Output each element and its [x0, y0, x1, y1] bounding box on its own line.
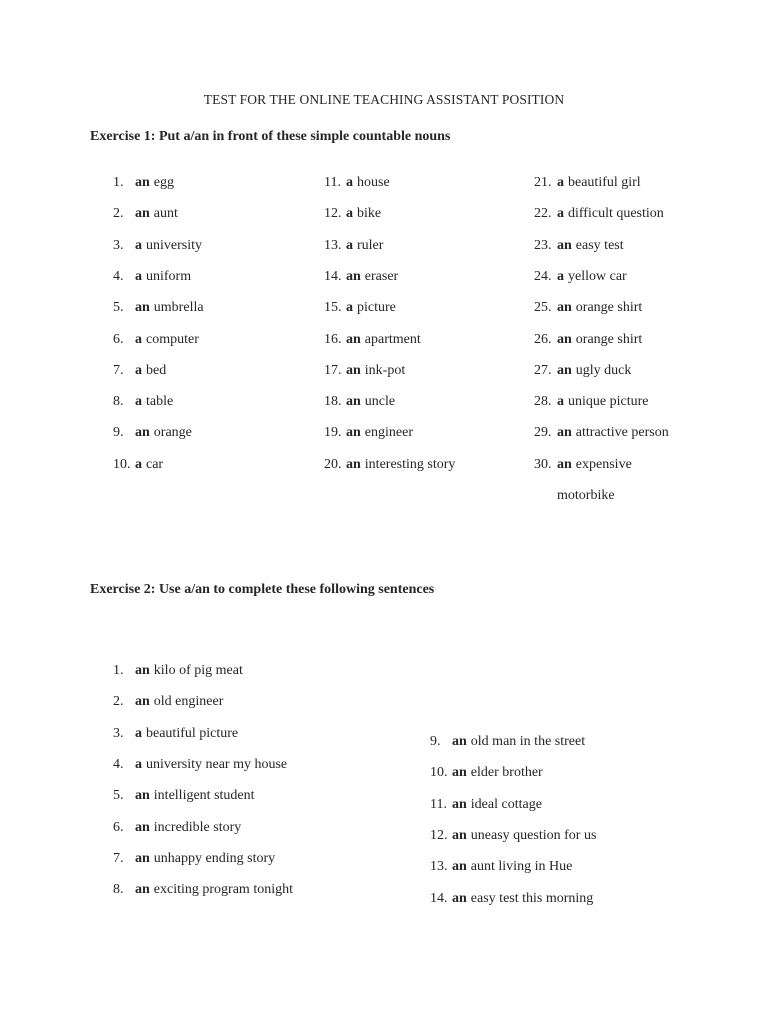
item-number: 18. [324, 394, 342, 410]
item-number: 23. [534, 237, 552, 253]
list-item [113, 238, 202, 254]
item-answer: an [452, 734, 467, 749]
item-noun: engineer [364, 425, 413, 441]
list-item [324, 269, 398, 285]
list-item [324, 175, 390, 191]
item-number: 1. [113, 663, 124, 678]
item-number: 8. [113, 882, 124, 898]
item-answer: an [346, 331, 361, 347]
item-number: 21. [534, 175, 552, 190]
item-number: 12. [324, 206, 342, 222]
item-noun: apartment [364, 331, 421, 347]
item-answer: an [346, 425, 361, 441]
item-answer: an [135, 882, 150, 898]
item-number: 16. [324, 331, 342, 347]
item-number: 27. [534, 362, 552, 378]
list-item [113, 663, 243, 679]
item-answer: a [346, 300, 353, 316]
item-answer: an [452, 827, 467, 843]
item-answer: an [452, 890, 467, 906]
item-noun: uniform [146, 268, 192, 284]
item-number: 4. [113, 268, 124, 284]
item-answer: an [135, 788, 150, 804]
item-number: 10. [113, 456, 131, 472]
list-item [324, 457, 455, 473]
list-item [534, 206, 664, 222]
item-noun: bed [146, 362, 167, 378]
item-answer: a [557, 206, 564, 222]
item-answer: a [346, 206, 353, 222]
list-item [113, 820, 241, 836]
list-item [324, 238, 383, 254]
item-noun: bike [357, 206, 382, 222]
item-number: 26. [534, 331, 552, 347]
item-noun: easy test this morning [470, 890, 594, 906]
item-noun: uncle [364, 394, 396, 410]
item-answer: an [557, 425, 572, 441]
item-noun: beautiful picture [146, 725, 239, 741]
list-item [430, 765, 543, 781]
list-item [113, 457, 163, 473]
item-answer: an [135, 425, 150, 441]
list-item [113, 269, 191, 285]
item-noun: aunt living in Hue [470, 859, 573, 875]
item-noun: uneasy question for us [470, 827, 597, 843]
item-number: 25. [534, 300, 552, 316]
item-number: 1. [113, 175, 124, 190]
list-item [534, 457, 632, 473]
item-answer: an [135, 663, 150, 678]
list-item [430, 734, 585, 750]
list-item [113, 175, 174, 191]
item-noun: table [146, 394, 174, 410]
list-item [534, 425, 669, 441]
item-number: 22. [534, 206, 552, 222]
item-answer: a [557, 175, 564, 190]
item-number: 15. [324, 300, 342, 316]
item-answer: an [452, 859, 467, 875]
list-item [113, 694, 223, 710]
exercise-1-heading: Exercise 1: Put a/an in front of these simple countable nouns [90, 129, 451, 144]
item-noun: expensive [575, 456, 632, 472]
item-answer: an [557, 362, 572, 378]
item-noun: unique picture [568, 394, 649, 410]
list-item [430, 891, 593, 907]
item-answer: a [346, 175, 353, 190]
item-number: 3. [113, 725, 124, 741]
list-item [430, 828, 596, 844]
list-item [324, 425, 413, 441]
item-noun: intelligent student [153, 788, 255, 804]
item-number: 4. [113, 756, 124, 772]
list-item [534, 363, 631, 379]
item-number: 2. [113, 206, 124, 222]
item-number: 11. [324, 175, 341, 190]
item-answer: a [135, 362, 142, 378]
list-item [324, 332, 421, 348]
item-noun: difficult question [568, 206, 664, 222]
item-noun: beautiful girl [568, 175, 641, 190]
item-noun: easy test [575, 237, 624, 253]
list-item [534, 269, 627, 285]
item-noun: orange shirt [575, 300, 643, 316]
item-noun: car [146, 456, 164, 472]
item-number: 28. [534, 394, 552, 410]
list-item [113, 425, 192, 441]
item-number: 8. [113, 394, 124, 410]
item-number: 6. [113, 819, 124, 835]
item-noun: computer [146, 331, 199, 347]
item-noun: old engineer [153, 694, 224, 710]
item-answer: a [135, 756, 142, 772]
item-noun: old man in the street [470, 734, 586, 749]
list-item [113, 851, 275, 867]
item-number: 14. [324, 268, 342, 284]
item-answer: a [557, 268, 564, 284]
item-answer: a [135, 725, 142, 741]
list-item [534, 300, 642, 316]
item-noun: unhappy ending story [153, 850, 276, 866]
item-number: 5. [113, 788, 124, 804]
list-item [113, 300, 204, 316]
item-noun: university near my house [146, 756, 288, 772]
item-noun: interesting story [364, 456, 456, 472]
item-noun: attractive person [575, 425, 669, 441]
item-noun: house [357, 175, 390, 190]
list-item [324, 206, 381, 222]
item-answer: an [346, 362, 361, 378]
item-noun: yellow car [568, 268, 627, 284]
exercise-2-heading: Exercise 2: Use a/an to complete these following sentences [90, 582, 435, 597]
item-answer: an [135, 300, 150, 316]
item-noun: orange shirt [575, 331, 643, 347]
item-answer: an [135, 175, 150, 190]
item-noun: kilo of pig meat [153, 663, 243, 678]
item-answer: an [135, 206, 150, 222]
list-item [324, 394, 395, 410]
item-number: 10. [430, 765, 448, 781]
item-number: 13. [324, 237, 342, 253]
list-item [534, 175, 641, 191]
item-noun: elder brother [470, 765, 543, 781]
item-noun: exciting program tonight [153, 882, 293, 898]
item-answer: an [346, 456, 361, 472]
list-item [430, 859, 572, 875]
item-noun: picture [357, 300, 396, 316]
item-number: 9. [430, 734, 441, 749]
item-number: 12. [430, 827, 448, 843]
item-noun: ideal cottage [470, 796, 542, 812]
item-answer: a [557, 394, 564, 410]
list-item [113, 882, 293, 898]
list-item [113, 394, 173, 410]
item-number: 29. [534, 425, 552, 441]
list-item [534, 394, 648, 410]
item-answer: an [557, 300, 572, 316]
item-answer: an [346, 268, 361, 284]
item-number: 30. [534, 456, 552, 472]
item-answer: an [452, 765, 467, 781]
item-number: 20. [324, 456, 342, 472]
list-item [113, 332, 199, 348]
list-item [324, 363, 405, 379]
list-item [534, 238, 624, 254]
item-answer: an [557, 331, 572, 347]
list-item [113, 206, 178, 222]
item-noun: ink-pot [364, 362, 406, 378]
item-number: 5. [113, 300, 124, 316]
item-noun: ruler [357, 237, 384, 253]
item-answer: an [135, 819, 150, 835]
list-item [113, 757, 287, 773]
item-answer: a [135, 456, 142, 472]
item-answer: a [346, 237, 353, 253]
item-noun: ugly duck [575, 362, 632, 378]
list-item [534, 332, 642, 348]
item-noun: orange [153, 425, 192, 441]
item-answer: an [557, 237, 572, 253]
list-item [113, 726, 238, 742]
item-number: 14. [430, 890, 448, 906]
item-noun: umbrella [153, 300, 204, 316]
item-number: 17. [324, 362, 342, 378]
exercise-1-item-30-continuation: motorbike [557, 488, 615, 503]
list-item [113, 788, 255, 804]
item-number: 24. [534, 268, 552, 284]
item-number: 6. [113, 331, 124, 347]
item-answer: a [135, 268, 142, 284]
item-number: 2. [113, 694, 124, 710]
item-number: 7. [113, 362, 124, 378]
item-noun: egg [153, 175, 175, 190]
item-number: 13. [430, 859, 448, 875]
document-title: TEST FOR THE ONLINE TEACHING ASSISTANT POSITION [203, 92, 565, 107]
item-number: 9. [113, 425, 124, 441]
item-number: 7. [113, 850, 124, 866]
item-answer: an [557, 456, 572, 472]
item-noun: eraser [364, 268, 399, 284]
item-answer: an [452, 796, 467, 812]
item-answer: a [135, 394, 142, 410]
list-item [113, 363, 166, 379]
item-noun: university [146, 237, 202, 253]
item-answer: an [346, 394, 361, 410]
item-noun: aunt [153, 206, 178, 222]
item-answer: a [135, 237, 142, 253]
list-item [430, 797, 542, 813]
item-answer: an [135, 694, 150, 710]
item-number: 19. [324, 425, 342, 441]
item-number: 11. [430, 796, 447, 812]
item-answer: an [135, 850, 150, 866]
item-noun: incredible story [153, 819, 242, 835]
item-answer: a [135, 331, 142, 347]
item-number: 3. [113, 237, 124, 253]
list-item [324, 300, 396, 316]
